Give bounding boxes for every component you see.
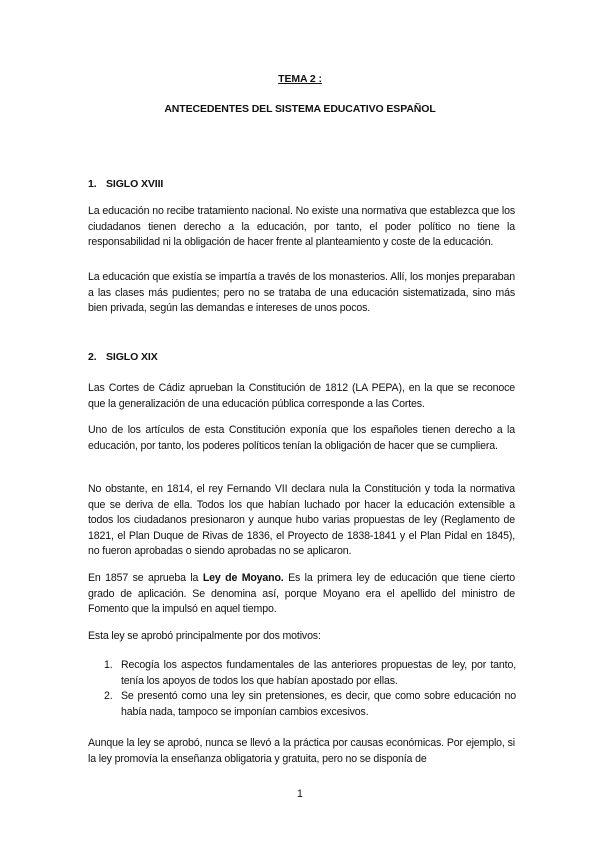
paragraph: No obstante, en 1814, el rey Fernando VII declara nula la Constitución y toda la normativa que se deriva de ella. Todos los que habían luchado por hacer la educación extensible a todos los ciudadanos presionaron y aunque hubo varias propuestas de ley (Reglamento de 1821, el Plan Duque de Rivas de 1836, el Proyecto de 1838-1841 y el Plan Pidal en 1845), no fueron aprobadas o siendo aprobadas no se aplicaron. xyxy=(88,483,515,558)
document-title: ANTECEDENTES DEL SISTEMA EDUCATIVO ESPAÑOL xyxy=(164,103,436,115)
moyano-bold: Ley de Moyano. xyxy=(202,572,284,584)
paragraph: La educación no recibe tratamiento nacional. No existe una normativa que establezca que los ciudadanos tienen derecho a la educación, por tanto, el poder político no tiene la responsabilidad ni la obligación de hacer frente al planteamiento y coste de la educación. xyxy=(88,205,515,249)
paragraph: Uno de los artículos de esta Constitución exponía que los españoles tienen derecho a la educación, por tanto, los poderes políticos tenían la obligación de hacer que se cumpliera. xyxy=(88,424,515,452)
paragraph: Aunque la ley se aprobó, nunca se llevó a la práctica por causas económicas. Por ejemplo, si la ley promovía la enseñanza obligatoria y gratuita, pero no se disponía de xyxy=(88,737,515,765)
list-item-number: 1. xyxy=(104,659,113,671)
section-title: SIGLO XVIII xyxy=(106,178,164,190)
list-item-number: 2. xyxy=(104,690,113,703)
motivos-list xyxy=(104,658,516,720)
paragraph: La educación que existía se impartía a través de los monasterios. Allí, los monjes preparaban a las clases más pudientes; pero no se trataba de una educación sistematizada, sino más bien privada, según las demandas e intereses de unos pocos. xyxy=(88,271,515,315)
paragraph: Esta ley se aprobó principalmente por dos motivos: xyxy=(88,630,321,642)
list-item-text: Recogía los aspectos fundamentales de las anteriores propuestas de ley, por tanto, tenía los apoyos de todos los que habían apostado por ellas. xyxy=(121,659,516,687)
list-item xyxy=(104,689,516,720)
section-title: SIGLO XIX xyxy=(106,351,158,363)
section-heading xyxy=(88,351,158,363)
section-number: 1. xyxy=(88,178,97,190)
paragraph: Las Cortes de Cádiz aprueban la Constitución de 1812 (LA PEPA), en la que se reconoce que la generalización de una educación pública corresponde a las Cortes. xyxy=(88,382,515,410)
moyano-text-before: En 1857 se aprueba la xyxy=(88,572,203,584)
tema-label: TEMA 2 : xyxy=(278,73,322,85)
page-number: 1 xyxy=(297,788,303,800)
section-heading xyxy=(88,178,163,190)
moyano-text-after: Es la primera ley de educación que tiene cierto grado de aplicación. Se denomina así, porque Moyano era el apellido del ministro de Fomento que la impulsó en aquel tiempo. xyxy=(88,572,515,616)
paragraph-ley-moyano xyxy=(88,571,515,618)
list-item xyxy=(104,658,516,689)
list-item-text: Se presentó como una ley sin pretensiones, es decir, que como sobre educación no había nada, tampoco se imponían cambios excesivos. xyxy=(121,690,516,718)
section-number: 2. xyxy=(88,351,97,363)
